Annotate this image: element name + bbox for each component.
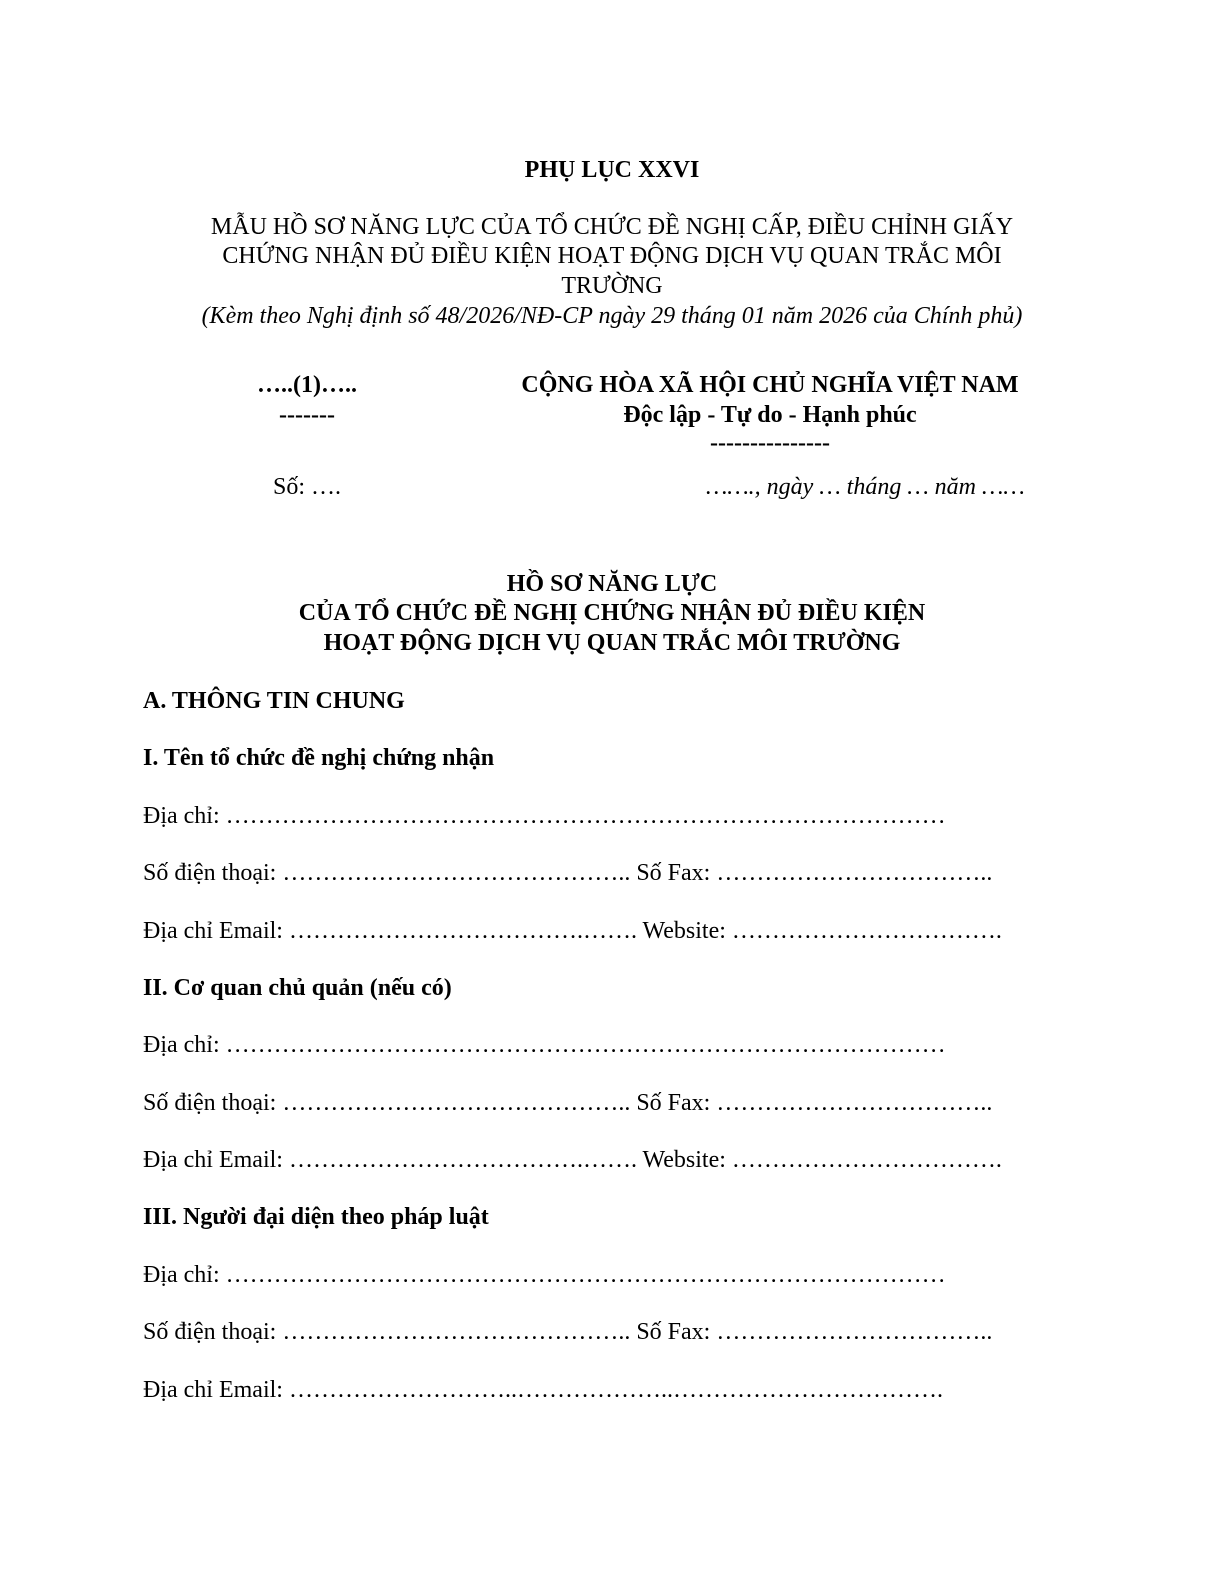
- section-2-address-field: Địa chỉ: ………………………………………………………………………………: [143, 1032, 946, 1058]
- section-a-title: A. THÔNG TIN CHUNG: [143, 688, 405, 714]
- section-2-email-website-field: Địa chỉ Email: ……………………………….……. Website: …………………………….: [143, 1147, 1002, 1173]
- section-1-phone-fax-field: Số điện thoại: …………………………………….. Số Fax: ……………………………..: [143, 860, 993, 886]
- date-line: ……., ngày … tháng … năm ……: [706, 474, 1025, 500]
- document-number: Số: ….: [272, 474, 341, 500]
- section-1-email-website-field: Địa chỉ Email: ……………………………….……. Website: …………………………….: [143, 918, 1002, 944]
- doc-title-line-3: HOẠT ĐỘNG DỊCH VỤ QUAN TRẮC MÔI TRƯỜNG: [323, 630, 901, 656]
- doc-title-line-2: CỦA TỔ CHỨC ĐỀ NGHỊ CHỨNG NHẬN ĐỦ ĐIỀU KIỆN: [298, 600, 926, 626]
- country-name: CỘNG HÒA XÃ HỘI CHỦ NGHĨA VIỆT NAM: [521, 372, 1019, 398]
- section-1-title: I. Tên tổ chức đề nghị chứng nhận: [143, 745, 495, 771]
- motto-divider: ---------------: [710, 430, 830, 456]
- section-3-phone-fax-field: Số điện thoại: …………………………………….. Số Fax: ……………………………..: [143, 1319, 993, 1345]
- section-2-phone-fax-field: Số điện thoại: …………………………………….. Số Fax: ……………………………..: [143, 1090, 993, 1116]
- section-2-title: II. Cơ quan chủ quản (nếu có): [143, 975, 452, 1001]
- section-3-address-field: Địa chỉ: ………………………………………………………………………………: [143, 1262, 946, 1288]
- org-placeholder: …..(1)…..: [257, 372, 357, 398]
- appendix-subtitle-line-3: TRƯỜNG: [561, 273, 663, 299]
- decree-note: (Kèm theo Nghị định số 48/2026/NĐ-CP ngày 29 tháng 01 năm 2026 của Chính phủ): [201, 303, 1023, 329]
- doc-title-line-1: HỒ SƠ NĂNG LỰC: [506, 571, 718, 597]
- national-motto: Độc lập - Tự do - Hạnh phúc: [623, 402, 917, 428]
- org-divider: -------: [279, 402, 335, 428]
- appendix-title: PHỤ LỤC XXVI: [524, 157, 700, 183]
- appendix-subtitle-line-2: CHỨNG NHẬN ĐỦ ĐIỀU KIỆN HOẠT ĐỘNG DỊCH VỤ QUAN TRẮC MÔI: [222, 243, 1002, 269]
- section-3-email-field: Địa chỉ Email: ………………………..………………..…………………………….: [143, 1377, 943, 1403]
- section-1-address-field: Địa chỉ: ………………………………………………………………………………: [143, 803, 946, 829]
- section-3-title: III. Người đại diện theo pháp luật: [143, 1204, 489, 1230]
- appendix-subtitle-line-1: MẪU HỒ SƠ NĂNG LỰC CỦA TỔ CHỨC ĐỀ NGHỊ CẤP, ĐIỀU CHỈNH GIẤY: [210, 214, 1014, 240]
